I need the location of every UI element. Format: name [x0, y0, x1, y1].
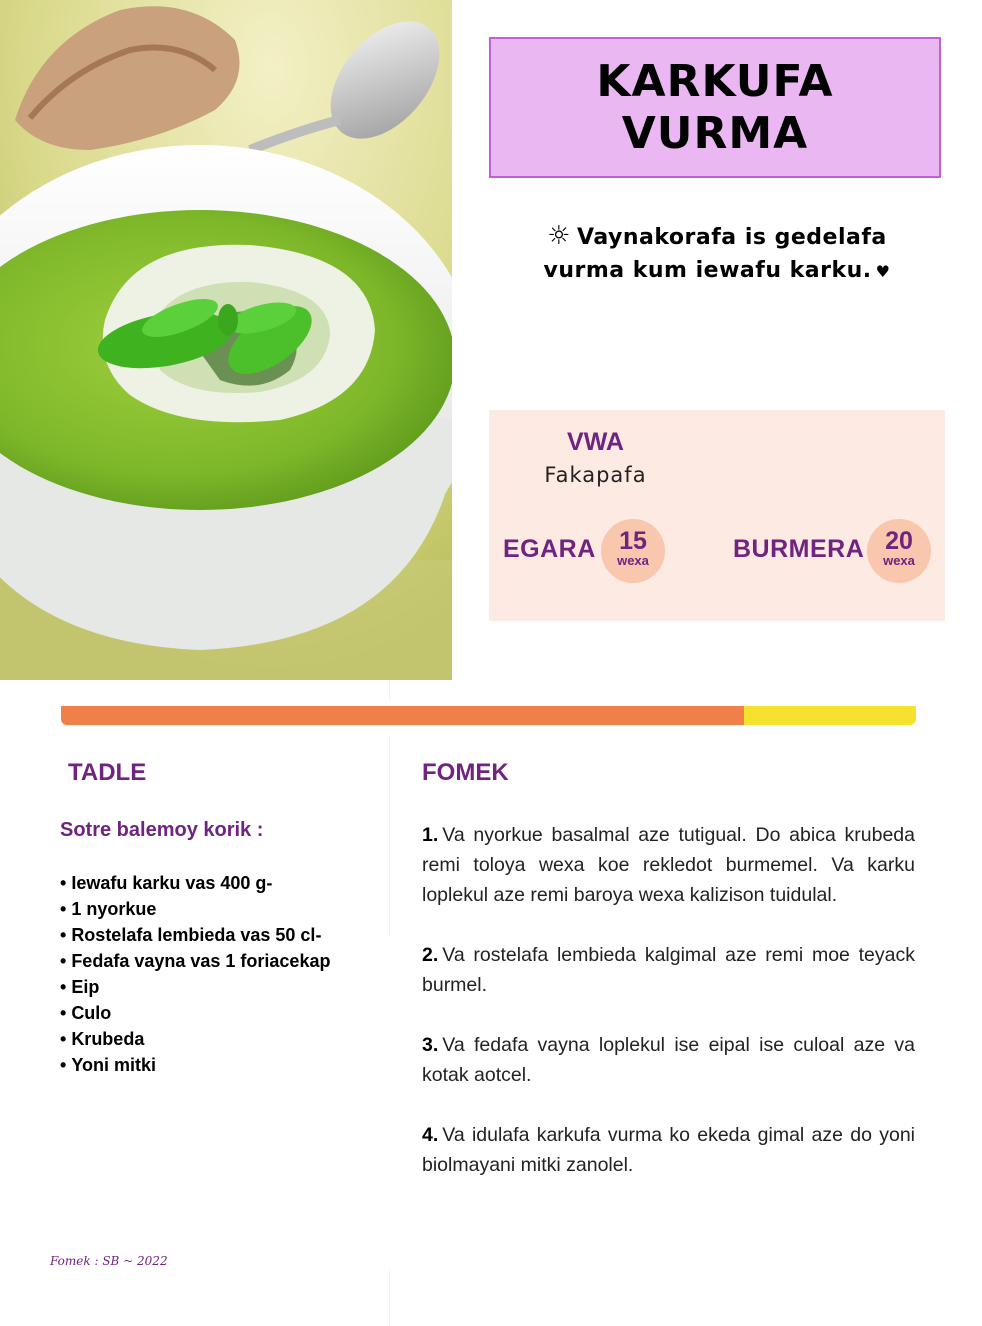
- ingredient-item: • Krubeda: [60, 1028, 330, 1054]
- step-text: Va idulafa karkufa vurma ko ekeda gimal aze do yoni biolmayani mitki zanolel.: [422, 1124, 915, 1176]
- tagline: [489, 220, 945, 288]
- servings-label: VWA: [567, 428, 624, 456]
- divider-bar: [61, 706, 916, 725]
- ingredient-item: • Eip: [60, 976, 330, 1002]
- ingredient-item: • 1 nyorkue: [60, 898, 330, 924]
- step-item: [422, 1120, 915, 1180]
- title-box: [489, 37, 941, 178]
- steps-list: [422, 820, 915, 1210]
- ingredients-heading: TADLE: [68, 759, 147, 786]
- title-line: KARKUFA: [596, 55, 834, 107]
- sun-icon: ☼: [547, 221, 572, 251]
- cook-unit: wexa: [883, 553, 915, 568]
- bar-yellow: [744, 706, 916, 725]
- step-item: [422, 820, 915, 910]
- prep-label: EGARA: [503, 535, 596, 563]
- step-item: [422, 1030, 915, 1090]
- ingredients-list: [60, 872, 330, 1080]
- ingredients-intro: Sotre balemoy korik :: [60, 819, 264, 841]
- ingredient-item: • Yoni mitki: [60, 1054, 330, 1080]
- column-divider: [389, 736, 390, 936]
- step-number: 2.: [422, 944, 439, 966]
- ingredient-item: • Fedafa vayna vas 1 foriacekap: [60, 950, 330, 976]
- step-text: Va fedafa vayna loplekul ise eipal ise culoal aze va kotak aotcel.: [422, 1034, 915, 1086]
- step-number: 4.: [422, 1124, 439, 1146]
- column-divider: [389, 1270, 390, 1326]
- info-panel: [489, 410, 945, 621]
- cook-time: 20: [885, 527, 913, 555]
- step-item: [422, 940, 915, 1000]
- heart-icon: ♥: [875, 262, 891, 281]
- prep-time-badge: [601, 519, 665, 583]
- cook-label: BURMERA: [733, 535, 865, 563]
- step-text: Va rostelafa lembieda kalgimal aze remi moe teyack burmel.: [422, 944, 915, 996]
- step-text: Va nyorkue basalmal aze tutigual. Do abica krubeda remi toloya wexa koe rekledot burmemel. Va karku loplekul aze remi baroya wexa kalizison tuidulal.: [422, 824, 915, 906]
- recipe-title: [596, 56, 833, 160]
- cook-time-badge: [867, 519, 931, 583]
- step-number: 3.: [422, 1034, 439, 1056]
- ingredient-item: • Culo: [60, 1002, 330, 1028]
- title-line: VURMA: [621, 107, 809, 159]
- step-number: 1.: [422, 824, 439, 846]
- steps-heading: FOMEK: [422, 759, 509, 786]
- ingredient-item: • Rostelafa lembieda vas 50 cl-: [60, 924, 330, 950]
- servings-value: Fakapafa: [544, 463, 647, 487]
- credit: Fomek : SB ~ 2022: [50, 1254, 168, 1268]
- column-divider: [389, 680, 390, 700]
- bar-orange: [61, 706, 744, 725]
- tagline-line: Vaynakorafa is gedelafa: [577, 225, 887, 250]
- prep-unit: wexa: [617, 553, 649, 568]
- ingredient-item: • Iewafu karku vas 400 g-: [60, 872, 330, 898]
- tagline-line: vurma kum iewafu karku.: [543, 258, 872, 283]
- prep-time: 15: [619, 527, 647, 555]
- soup-photo: [0, 0, 452, 680]
